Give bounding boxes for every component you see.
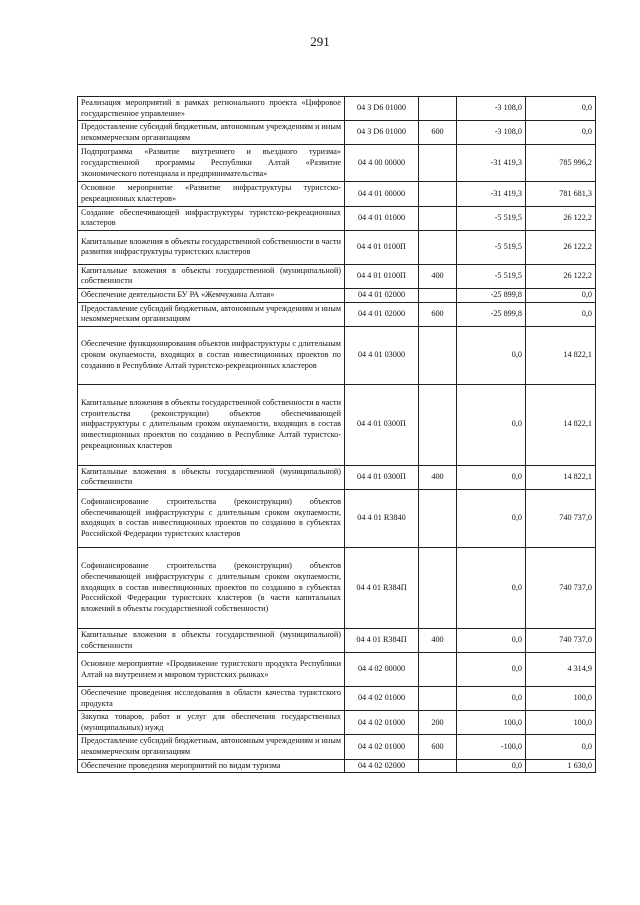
cell-change: 0,0 (457, 759, 526, 773)
cell-type (419, 182, 457, 206)
cell-total: 14 822,1 (526, 465, 596, 489)
cell-name: Обеспечение деятельности БУ РА «Жемчужина Алтая» (78, 288, 345, 302)
cell-name: Капитальные вложения в объекты государственной (муниципальной) собственности (78, 628, 345, 652)
table-row (78, 653, 596, 687)
cell-type (419, 145, 457, 182)
cell-code: 04 4 02 00000 (345, 653, 419, 687)
table-row (78, 326, 596, 384)
cell-code: 04 3 D6 01000 (345, 97, 419, 121)
table-row (78, 288, 596, 302)
cell-name: Капитальные вложения в объекты государственной собственности в части развития инфраструктуры туристских кластеров (78, 230, 345, 264)
table-row (78, 206, 596, 230)
cell-change: -31 419,3 (457, 182, 526, 206)
cell-name: Предоставление субсидий бюджетным, автономным учреждениям и иным некоммерческим организациям (78, 302, 345, 326)
cell-total: 0,0 (526, 97, 596, 121)
cell-type (419, 230, 457, 264)
table-row (78, 230, 596, 264)
cell-total: 785 996,2 (526, 145, 596, 182)
cell-total: 0,0 (526, 288, 596, 302)
cell-change: -3 108,0 (457, 97, 526, 121)
cell-change: -5 519,5 (457, 264, 526, 288)
cell-code: 04 4 01 02000 (345, 288, 419, 302)
cell-type: 600 (419, 121, 457, 145)
cell-type (419, 288, 457, 302)
cell-code: 04 4 02 01000 (345, 687, 419, 711)
cell-code: 04 4 01 0100П (345, 230, 419, 264)
cell-code: 04 4 02 01000 (345, 711, 419, 735)
table-row (78, 182, 596, 206)
cell-name: Капитальные вложения в объекты государственной (муниципальной) собственности (78, 264, 345, 288)
cell-change: 0,0 (457, 547, 526, 628)
cell-code: 04 4 01 03000 (345, 326, 419, 384)
table-row (78, 489, 596, 547)
table-row (78, 145, 596, 182)
cell-total: 4 314,9 (526, 653, 596, 687)
cell-change: -5 519,5 (457, 230, 526, 264)
cell-name: Закупка товаров, работ и услуг для обеспечения государственных (муниципальных) нужд (78, 711, 345, 735)
cell-type: 600 (419, 302, 457, 326)
cell-code: 04 4 00 00000 (345, 145, 419, 182)
cell-change: 0,0 (457, 326, 526, 384)
cell-total: 14 822,1 (526, 384, 596, 465)
cell-code: 04 4 02 01000 (345, 735, 419, 759)
cell-type (419, 97, 457, 121)
cell-change: -3 108,0 (457, 121, 526, 145)
cell-total: 0,0 (526, 302, 596, 326)
cell-code: 04 4 02 02000 (345, 759, 419, 773)
cell-code: 04 4 01 0100П (345, 264, 419, 288)
cell-type: 400 (419, 465, 457, 489)
cell-total: 14 822,1 (526, 326, 596, 384)
table-row (78, 759, 596, 773)
cell-change: -25 899,8 (457, 288, 526, 302)
cell-change: -100,0 (457, 735, 526, 759)
cell-code: 04 4 01 R384П (345, 547, 419, 628)
cell-total: 26 122,2 (526, 206, 596, 230)
cell-change: -25 899,8 (457, 302, 526, 326)
cell-name: Обеспечение проведения мероприятий по видам туризма (78, 759, 345, 773)
cell-change: 0,0 (457, 465, 526, 489)
cell-name: Софинансирование строительства (реконструкции) объектов обеспечивающей инфраструктуры с длительным сроком окупаемости, входящих в состав инвестиционных проектов по созданию в субъектах Российской Федерации туристских кластеров (в части капитальных вложений в объекты государственной собственности) (78, 547, 345, 628)
cell-name: Капитальные вложения в объекты государственной собственности в части строительства (реконструкции) объектов обеспечивающей инфраструктуры с длительным сроком окупаемости, входящих в состав инвестиционных проектов по созданию в Республике Алтай туристско-рекреационных кластеров (78, 384, 345, 465)
cell-total: 1 630,0 (526, 759, 596, 773)
cell-total: 100,0 (526, 711, 596, 735)
page-number: 291 (310, 34, 330, 49)
table-row (78, 628, 596, 652)
cell-change: 100,0 (457, 711, 526, 735)
cell-type: 600 (419, 735, 457, 759)
cell-change: 0,0 (457, 653, 526, 687)
table-row (78, 384, 596, 465)
cell-name: Капитальные вложения в объекты государственной (муниципальной) собственности (78, 465, 345, 489)
cell-type (419, 759, 457, 773)
table-row (78, 547, 596, 628)
cell-name: Создание обеспечивающей инфраструктуры туристско-рекреационных кластеров (78, 206, 345, 230)
cell-change: 0,0 (457, 384, 526, 465)
cell-total: 26 122,2 (526, 264, 596, 288)
cell-type (419, 687, 457, 711)
cell-code: 04 4 01 0300П (345, 465, 419, 489)
table-row (78, 687, 596, 711)
cell-total: 740 737,0 (526, 489, 596, 547)
cell-name: Обеспечение функционирования объектов инфраструктуры с длительным сроком окупаемости, входящих в состав инвестиционных проектов по созданию в Республике Алтай туристско-рекреационных кластеров (78, 326, 345, 384)
cell-total: 0,0 (526, 121, 596, 145)
cell-total: 100,0 (526, 687, 596, 711)
cell-name: Предоставление субсидий бюджетным, автономным учреждениям и иным некоммерческим организациям (78, 735, 345, 759)
cell-type (419, 489, 457, 547)
cell-total: 740 737,0 (526, 547, 596, 628)
cell-change: 0,0 (457, 687, 526, 711)
cell-change: 0,0 (457, 489, 526, 547)
cell-code: 04 4 01 R3840 (345, 489, 419, 547)
cell-name: Обеспечение проведения исследования в области качества туристского продукта (78, 687, 345, 711)
cell-type (419, 653, 457, 687)
table-row (78, 465, 596, 489)
table-row (78, 264, 596, 288)
cell-type (419, 206, 457, 230)
cell-total: 26 122,2 (526, 230, 596, 264)
cell-change: -5 519,5 (457, 206, 526, 230)
cell-name: Основное мероприятие «Развитие инфраструктуры туристско-рекреационных кластеров» (78, 182, 345, 206)
cell-name: Софинансирование строительства (реконструкции) объектов обеспечивающей инфраструктуры с длительным сроком окупаемости, входящих в состав инвестиционных проектов по созданию в субъектах Российской Федерации туристских кластеров (78, 489, 345, 547)
cell-type (419, 326, 457, 384)
cell-type: 400 (419, 264, 457, 288)
table-row (78, 97, 596, 121)
cell-code: 04 4 01 00000 (345, 182, 419, 206)
cell-name: Подпрограмма «Развитие внутреннего и въездного туризма» государственной программы Республики Алтай «Развитие экономического потенциала и предпринимательства» (78, 145, 345, 182)
table-row (78, 302, 596, 326)
cell-total: 781 681,3 (526, 182, 596, 206)
cell-code: 04 4 01 0300П (345, 384, 419, 465)
table-row (78, 711, 596, 735)
cell-type (419, 547, 457, 628)
cell-code: 04 4 01 R384П (345, 628, 419, 652)
cell-change: 0,0 (457, 628, 526, 652)
budget-table (77, 96, 596, 773)
cell-type: 400 (419, 628, 457, 652)
cell-type: 200 (419, 711, 457, 735)
cell-type (419, 384, 457, 465)
cell-name: Основное мероприятие «Продвижение туристского продукта Республики Алтай на внутреннем и мировом туристских рынках» (78, 653, 345, 687)
cell-code: 04 4 01 02000 (345, 302, 419, 326)
table-row (78, 735, 596, 759)
cell-change: -31 419,3 (457, 145, 526, 182)
cell-name: Предоставление субсидий бюджетным, автономным учреждениям и иным некоммерческим организациям (78, 121, 345, 145)
cell-code: 04 3 D6 01000 (345, 121, 419, 145)
table-row (78, 121, 596, 145)
cell-code: 04 4 01 01000 (345, 206, 419, 230)
cell-total: 740 737,0 (526, 628, 596, 652)
cell-total: 0,0 (526, 735, 596, 759)
cell-name: Реализация мероприятий в рамках регионального проекта «Цифровое государственное управление» (78, 97, 345, 121)
